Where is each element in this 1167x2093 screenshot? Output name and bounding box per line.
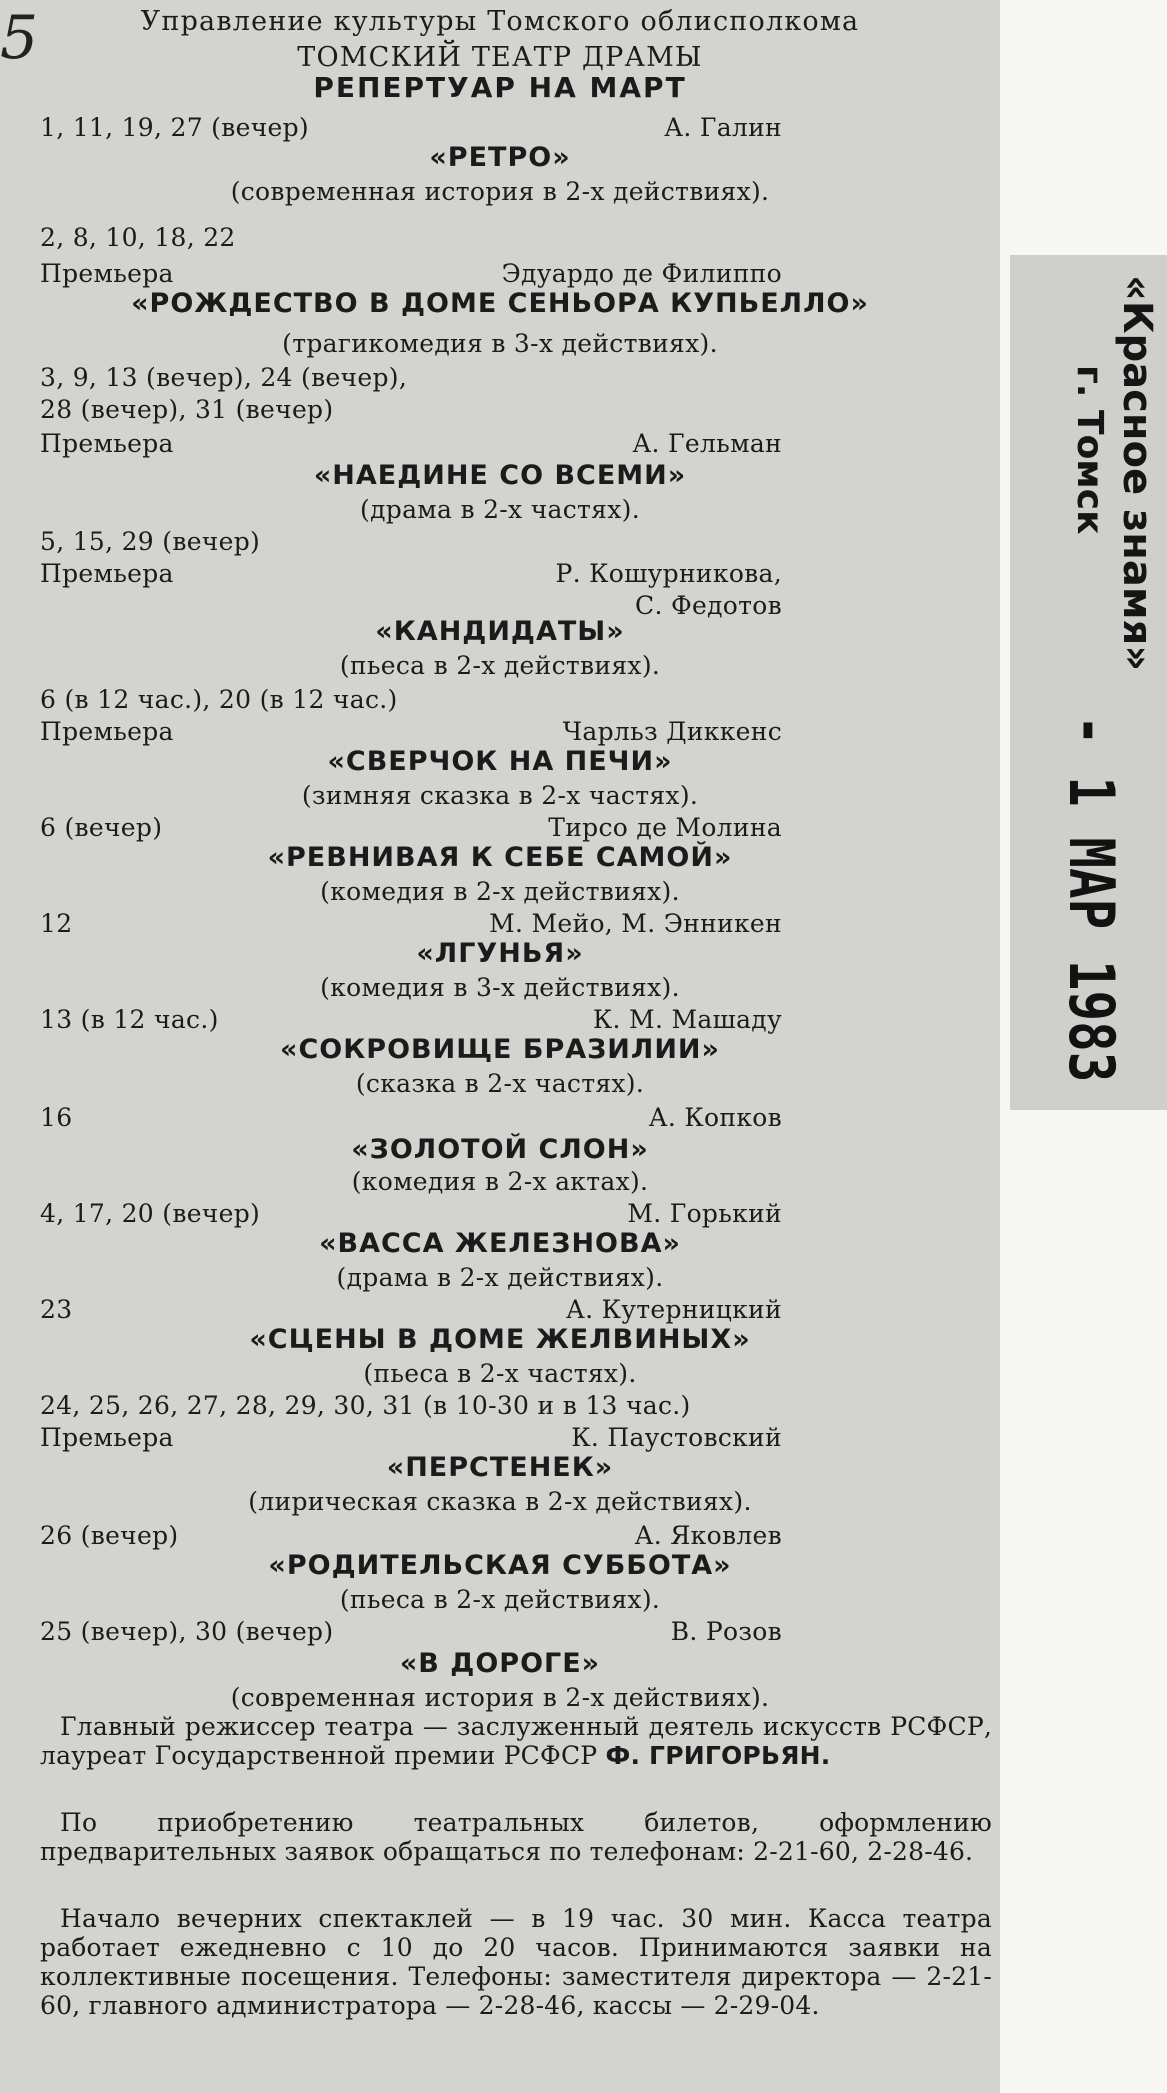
entry-title: «ЛГУНЬЯ» [416, 938, 584, 969]
entry-author: В. Розов [670, 1617, 782, 1646]
info-text: Начало вечерних спектаклей — в 19 час. 30 мин. Касса театра работает ежедневно с 10 до 20 часов. Принимаются заявки на коллективные посещения. Телефоны: заместителя директора — 2-21-60, главного администратора — 2-28-46, кассы — 2-29-04. [40, 1904, 992, 2020]
tickets-text: По приобретению театральных билетов, оформлению предварительных заявок обращаться по телефонам: 2-21-60, 2-28-46. [40, 1808, 992, 1866]
entry-genre: (комедия в 2-х действиях). [320, 877, 680, 906]
entry-author: А. Кутерницкий [565, 1295, 782, 1324]
entry-author: А. Копков [648, 1103, 782, 1132]
entry-title: «СВЕРЧОК НА ПЕЧИ» [327, 746, 673, 777]
entry-title: «РОЖДЕСТВО В ДОМЕ СЕНЬОРА КУПЬЕЛЛО» [131, 288, 869, 319]
entry-genre: (драма в 2-х действиях). [336, 1263, 664, 1292]
entry-title: «СОКРОВИЩЕ БРАЗИЛИИ» [280, 1034, 720, 1065]
entry-dates: 2, 8, 10, 18, 22 [40, 223, 236, 252]
header-repertoire: РЕПЕРТУАР НА МАРТ [313, 71, 687, 104]
entry-dates: 6 (в 12 час.), 20 (в 12 час.) [40, 685, 398, 714]
entry-author: А. Гельман [632, 429, 782, 458]
entry-author: Эдуардо де Филиппо [501, 259, 782, 288]
newspaper-stamp [1010, 255, 1167, 1110]
entry-genre: (сказка в 2-х частях). [355, 1069, 645, 1098]
entry-title: «КАНДИДАТЫ» [375, 616, 625, 647]
entry-premiere: Премьера [40, 559, 174, 588]
entry-title: «РЕВНИВАЯ К СЕБЕ САМОЙ» [267, 842, 733, 873]
entry-premiere: Премьера [40, 429, 174, 458]
entry-title: «ВАССА ЖЕЛЕЗНОВА» [319, 1228, 681, 1259]
entry-author: А. Галин [664, 113, 782, 142]
entry-dates: 24, 25, 26, 27, 28, 29, 30, 31 (в 10-30 и в 13 час.) [40, 1391, 691, 1420]
entry-premiere: Премьера [40, 1423, 174, 1452]
entry-dates: 23 [40, 1295, 73, 1324]
entry-title: «В ДОРОГЕ» [399, 1648, 601, 1679]
info-paragraph [40, 1904, 992, 2020]
entry-dates: 6 (вечер) [40, 813, 163, 842]
entry-title: «ПЕРСТЕНЕК» [386, 1452, 614, 1483]
entry-genre: (современная история в 2-х действиях). [230, 177, 770, 206]
clip-number: 5 [0, 3, 39, 73]
header-org: Управление культуры Томского облисполкома [140, 6, 860, 37]
header-theatre: ТОМСКИЙ ТЕАТР ДРАМЫ [297, 42, 703, 73]
entry-title: «РЕТРО» [429, 142, 571, 173]
stamp-city: г. Томск [1069, 365, 1110, 535]
entry-genre: (современная история в 2-х действиях). [230, 1683, 770, 1712]
entry-dates: 16 [40, 1103, 73, 1132]
entry-title: «НАЕДИНЕ СО ВСЕМИ» [313, 460, 687, 491]
director-name: Ф. ГРИГОРЬЯН. [605, 1741, 831, 1770]
entry-author: Р. Кошурникова, [555, 559, 782, 588]
entry-author: М. Мейо, М. Энникен [489, 909, 782, 938]
entry-genre: (пьеса в 2-х действиях). [339, 1585, 661, 1614]
entry-dates: 3, 9, 13 (вечер), 24 (вечер), [40, 363, 408, 392]
entry-genre: (зимняя сказка в 2-х частях). [301, 781, 699, 810]
entry-premiere: Премьера [40, 259, 174, 288]
entry-title: «СЦЕНЫ В ДОМЕ ЖЕЛВИНЫХ» [249, 1324, 751, 1355]
entry-dates: 4, 17, 20 (вечер) [40, 1199, 261, 1228]
entry-dates: 12 [40, 909, 73, 938]
entry-dates: 26 (вечер) [40, 1521, 179, 1550]
entry-dates: 25 (вечер), 30 (вечер) [40, 1617, 334, 1646]
entry-author: Чарльз Диккенс [562, 717, 782, 746]
entry-genre: (комедия в 3-х действиях). [320, 973, 680, 1002]
entry-genre: (трагикомедия в 3-х действиях). [282, 329, 718, 358]
entry-title: «ЗОЛОТОЙ СЛОН» [351, 1134, 649, 1165]
director-text: Главный режиссер театра — заслуженный деятель искусств РСФСР, лауреат Государственной премии РСФСР [40, 1712, 992, 1770]
tickets-paragraph [40, 1808, 992, 1866]
entry-author: К. Паустовский [571, 1423, 782, 1452]
director-paragraph [40, 1712, 992, 1770]
stamp-paper-name: «Красное знамя» [1114, 275, 1160, 672]
entry-title: «РОДИТЕЛЬСКАЯ СУББОТА» [268, 1550, 732, 1581]
stamp-rotated-content [1010, 255, 1167, 1110]
entry-genre: (драма в 2-х частях). [360, 495, 640, 524]
stamp-date: - 1 МАР 1983 [1055, 715, 1128, 1083]
entry-genre: (пьеса в 2-х действиях). [339, 651, 661, 680]
entry-author: К. М. Машаду [592, 1005, 782, 1034]
entry-genre: (лирическая сказка в 2-х действиях). [248, 1487, 752, 1516]
entry-dates: 1, 11, 19, 27 (вечер) [40, 113, 309, 142]
entry-author: А. Яковлев [634, 1521, 782, 1550]
entry-author-second: С. Федотов [635, 591, 782, 620]
entry-dates-continued: 28 (вечер), 31 (вечер) [40, 395, 334, 424]
entry-premiere: Премьера [40, 717, 174, 746]
entry-author: Тирсо де Молина [548, 813, 782, 842]
entry-author: М. Горький [627, 1199, 782, 1228]
entry-genre: (пьеса в 2-х частях). [363, 1359, 637, 1388]
entry-dates: 13 (в 12 час.) [40, 1005, 219, 1034]
entry-genre: (комедия в 2-х актах). [351, 1167, 649, 1196]
entry-dates: 5, 15, 29 (вечер) [40, 527, 261, 556]
